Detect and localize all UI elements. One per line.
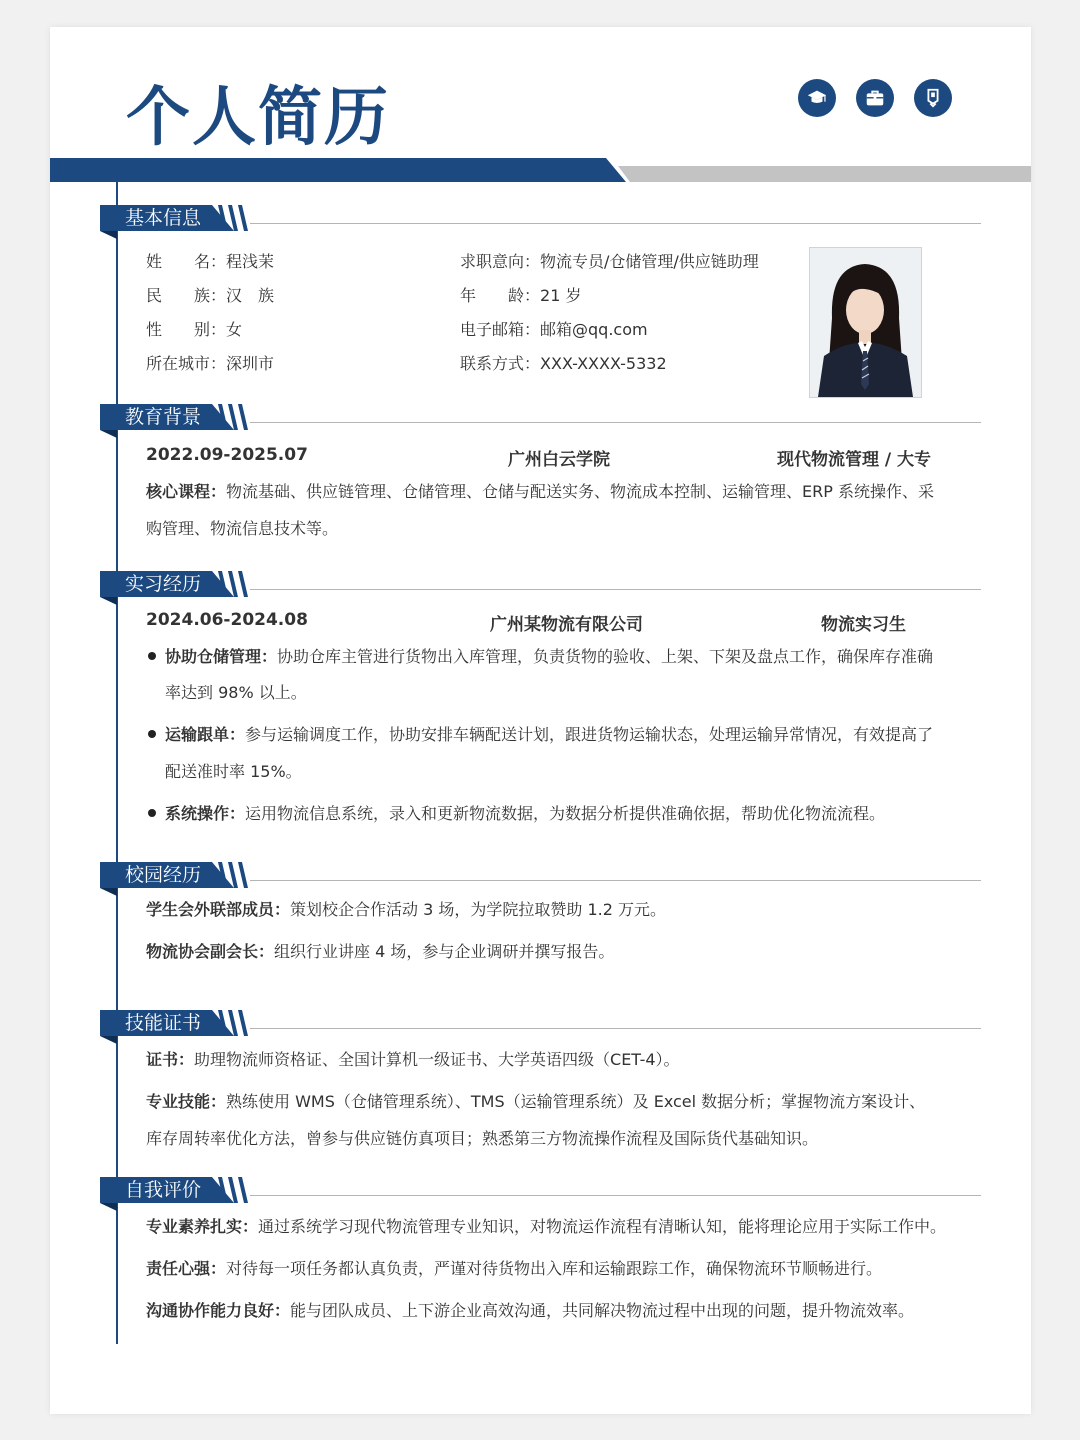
bullet-icon (148, 730, 156, 738)
field-label: 年 龄： (460, 286, 541, 305)
self-item-3 (146, 1301, 914, 1321)
internship-item-2-cont: 配送准时率 15%。 (165, 762, 302, 781)
internship-company: 广州某物流有限公司 (490, 615, 643, 635)
item-text: 助理物流师资格证、全国计算机一级证书、大学英语四级（CET-4）。 (194, 1050, 680, 1069)
courses-line-1 (146, 482, 934, 502)
courses-text: 物流基础、供应链管理、仓储管理、仓储与配送实务、物流成本控制、运输管理、ERP 系统操作、采 (226, 482, 934, 501)
pro-skills-line-1 (146, 1092, 925, 1112)
field-label: 电子邮箱： (460, 320, 541, 339)
profile-photo (809, 247, 922, 398)
intent-value: 物流专员/仓储管理/供应链助理 (540, 252, 759, 271)
item-label: 协助仓储管理： (165, 647, 278, 666)
self-item-2 (146, 1259, 882, 1279)
item-text: 能与团队成员、上下游企业高效沟通，共同解决物流过程中出现的问题，提升物流效率。 (290, 1301, 915, 1320)
internship-row (146, 610, 960, 635)
section-title: 技能证书 (125, 1012, 202, 1034)
item-label: 责任心强： (146, 1259, 227, 1278)
campus-item-2 (146, 942, 614, 962)
cert-row (146, 1050, 680, 1070)
internship-item-1 (165, 647, 933, 667)
field-label: 联系方式： (460, 354, 541, 373)
item-text: 参与运输调度工作，协助安排车辆配送计划，跟进货物运输状态，处理运输异常情况，有效提高了 (245, 725, 934, 744)
pro-skills-line-2: 库存周转率优化方法，曾参与供应链仿真项目；熟悉第三方物流操作流程及国际货代基础知识。 (146, 1129, 819, 1148)
ethnic-value: 汉 族 (226, 286, 275, 305)
phone-value: XXX-XXXX-5332 (540, 354, 667, 373)
field-label: 民 族： (146, 286, 227, 305)
field-label: 姓 名： (146, 252, 227, 271)
item-text: 协助仓库主管进行货物出入库管理，负责货物的验收、上架、下架及盘点工作，确保库存准确 (277, 647, 934, 666)
item-text: 组织行业讲座 4 场，参与企业调研并撰写报告。 (274, 942, 615, 961)
section-header-internship (100, 571, 981, 603)
section-title: 实习经历 (125, 573, 202, 595)
city-row (146, 354, 274, 374)
section-title: 校园经历 (125, 864, 202, 886)
internship-period: 2024.06-2024.08 (146, 610, 308, 630)
item-text: 熟练使用 WMS（仓储管理系统）、TMS（运输管理系统）及 Excel 数据分析；掌握物流方案设计、 (226, 1092, 926, 1111)
badge-icon (914, 79, 952, 117)
item-text: 运用物流信息系统，录入和更新物流数据，为数据分析提供准确依据，帮助优化物流流程。 (245, 804, 886, 823)
phone-row (460, 354, 667, 374)
campus-item-1 (146, 900, 666, 920)
ethnic-row (146, 286, 274, 306)
internship-item-1-cont: 率达到 98% 以上。 (165, 683, 307, 702)
name-value: 程浅茉 (226, 252, 275, 271)
field-label: 求职意向： (460, 252, 541, 271)
education-major: 现代物流管理 / 大专 (777, 450, 932, 470)
briefcase-icon (856, 79, 894, 117)
courses-line-2: 购管理、物流信息技术等。 (146, 519, 339, 538)
field-label: 所在城市： (146, 354, 227, 373)
internship-role: 物流实习生 (821, 615, 906, 635)
section-header-campus (100, 862, 981, 894)
section-title: 教育背景 (125, 406, 202, 428)
gender-row (146, 320, 242, 340)
item-label: 学生会外联部成员： (146, 900, 291, 919)
field-label: 性 别： (146, 320, 227, 339)
graduation-cap-icon (798, 79, 836, 117)
timeline-line (116, 182, 118, 1344)
email-value: 邮箱@qq.com (540, 320, 648, 339)
item-label: 系统操作： (165, 804, 246, 823)
self-item-1 (146, 1217, 946, 1237)
section-header-self (100, 1177, 981, 1209)
header-band-blue (50, 158, 626, 182)
item-label: 沟通协作能力良好： (146, 1301, 291, 1320)
item-text: 策划校企合作活动 3 场，为学院拉取赞助 1.2 万元。 (290, 900, 666, 919)
city-value: 深圳市 (226, 354, 275, 373)
bullet-icon (148, 652, 156, 660)
item-label: 专业技能： (146, 1092, 227, 1111)
item-label: 证书： (146, 1050, 195, 1069)
section-header-education (100, 404, 981, 436)
age-row (460, 286, 581, 306)
email-row (460, 320, 648, 340)
internship-item-2 (165, 725, 933, 745)
education-row (146, 445, 960, 470)
age-value: 21 岁 (540, 286, 582, 305)
item-text: 通过系统学习现代物流管理专业知识，对物流运作流程有清晰认知，能将理论应用于实际工作中。 (258, 1217, 947, 1236)
name-row (146, 252, 274, 272)
gender-value: 女 (226, 320, 243, 339)
education-period: 2022.09-2025.07 (146, 445, 308, 465)
bullet-icon (148, 809, 156, 817)
section-title: 自我评价 (125, 1179, 202, 1201)
header-band-gray (618, 166, 1031, 182)
courses-label: 核心课程： (146, 482, 227, 501)
section-title: 基本信息 (125, 207, 202, 229)
item-label: 专业素养扎实： (146, 1217, 259, 1236)
internship-item-3 (165, 804, 885, 824)
resume-title: 个人简历 (126, 80, 390, 155)
education-school: 广州白云学院 (508, 450, 610, 470)
section-header-basic (100, 205, 981, 237)
item-text: 对待每一项任务都认真负责，严谨对待货物出入库和运输跟踪工作，确保物流环节顺畅进行。 (226, 1259, 883, 1278)
item-label: 运输跟单： (165, 725, 246, 744)
section-header-skills (100, 1010, 981, 1042)
intent-row (460, 252, 759, 272)
item-label: 物流协会副会长： (146, 942, 275, 961)
